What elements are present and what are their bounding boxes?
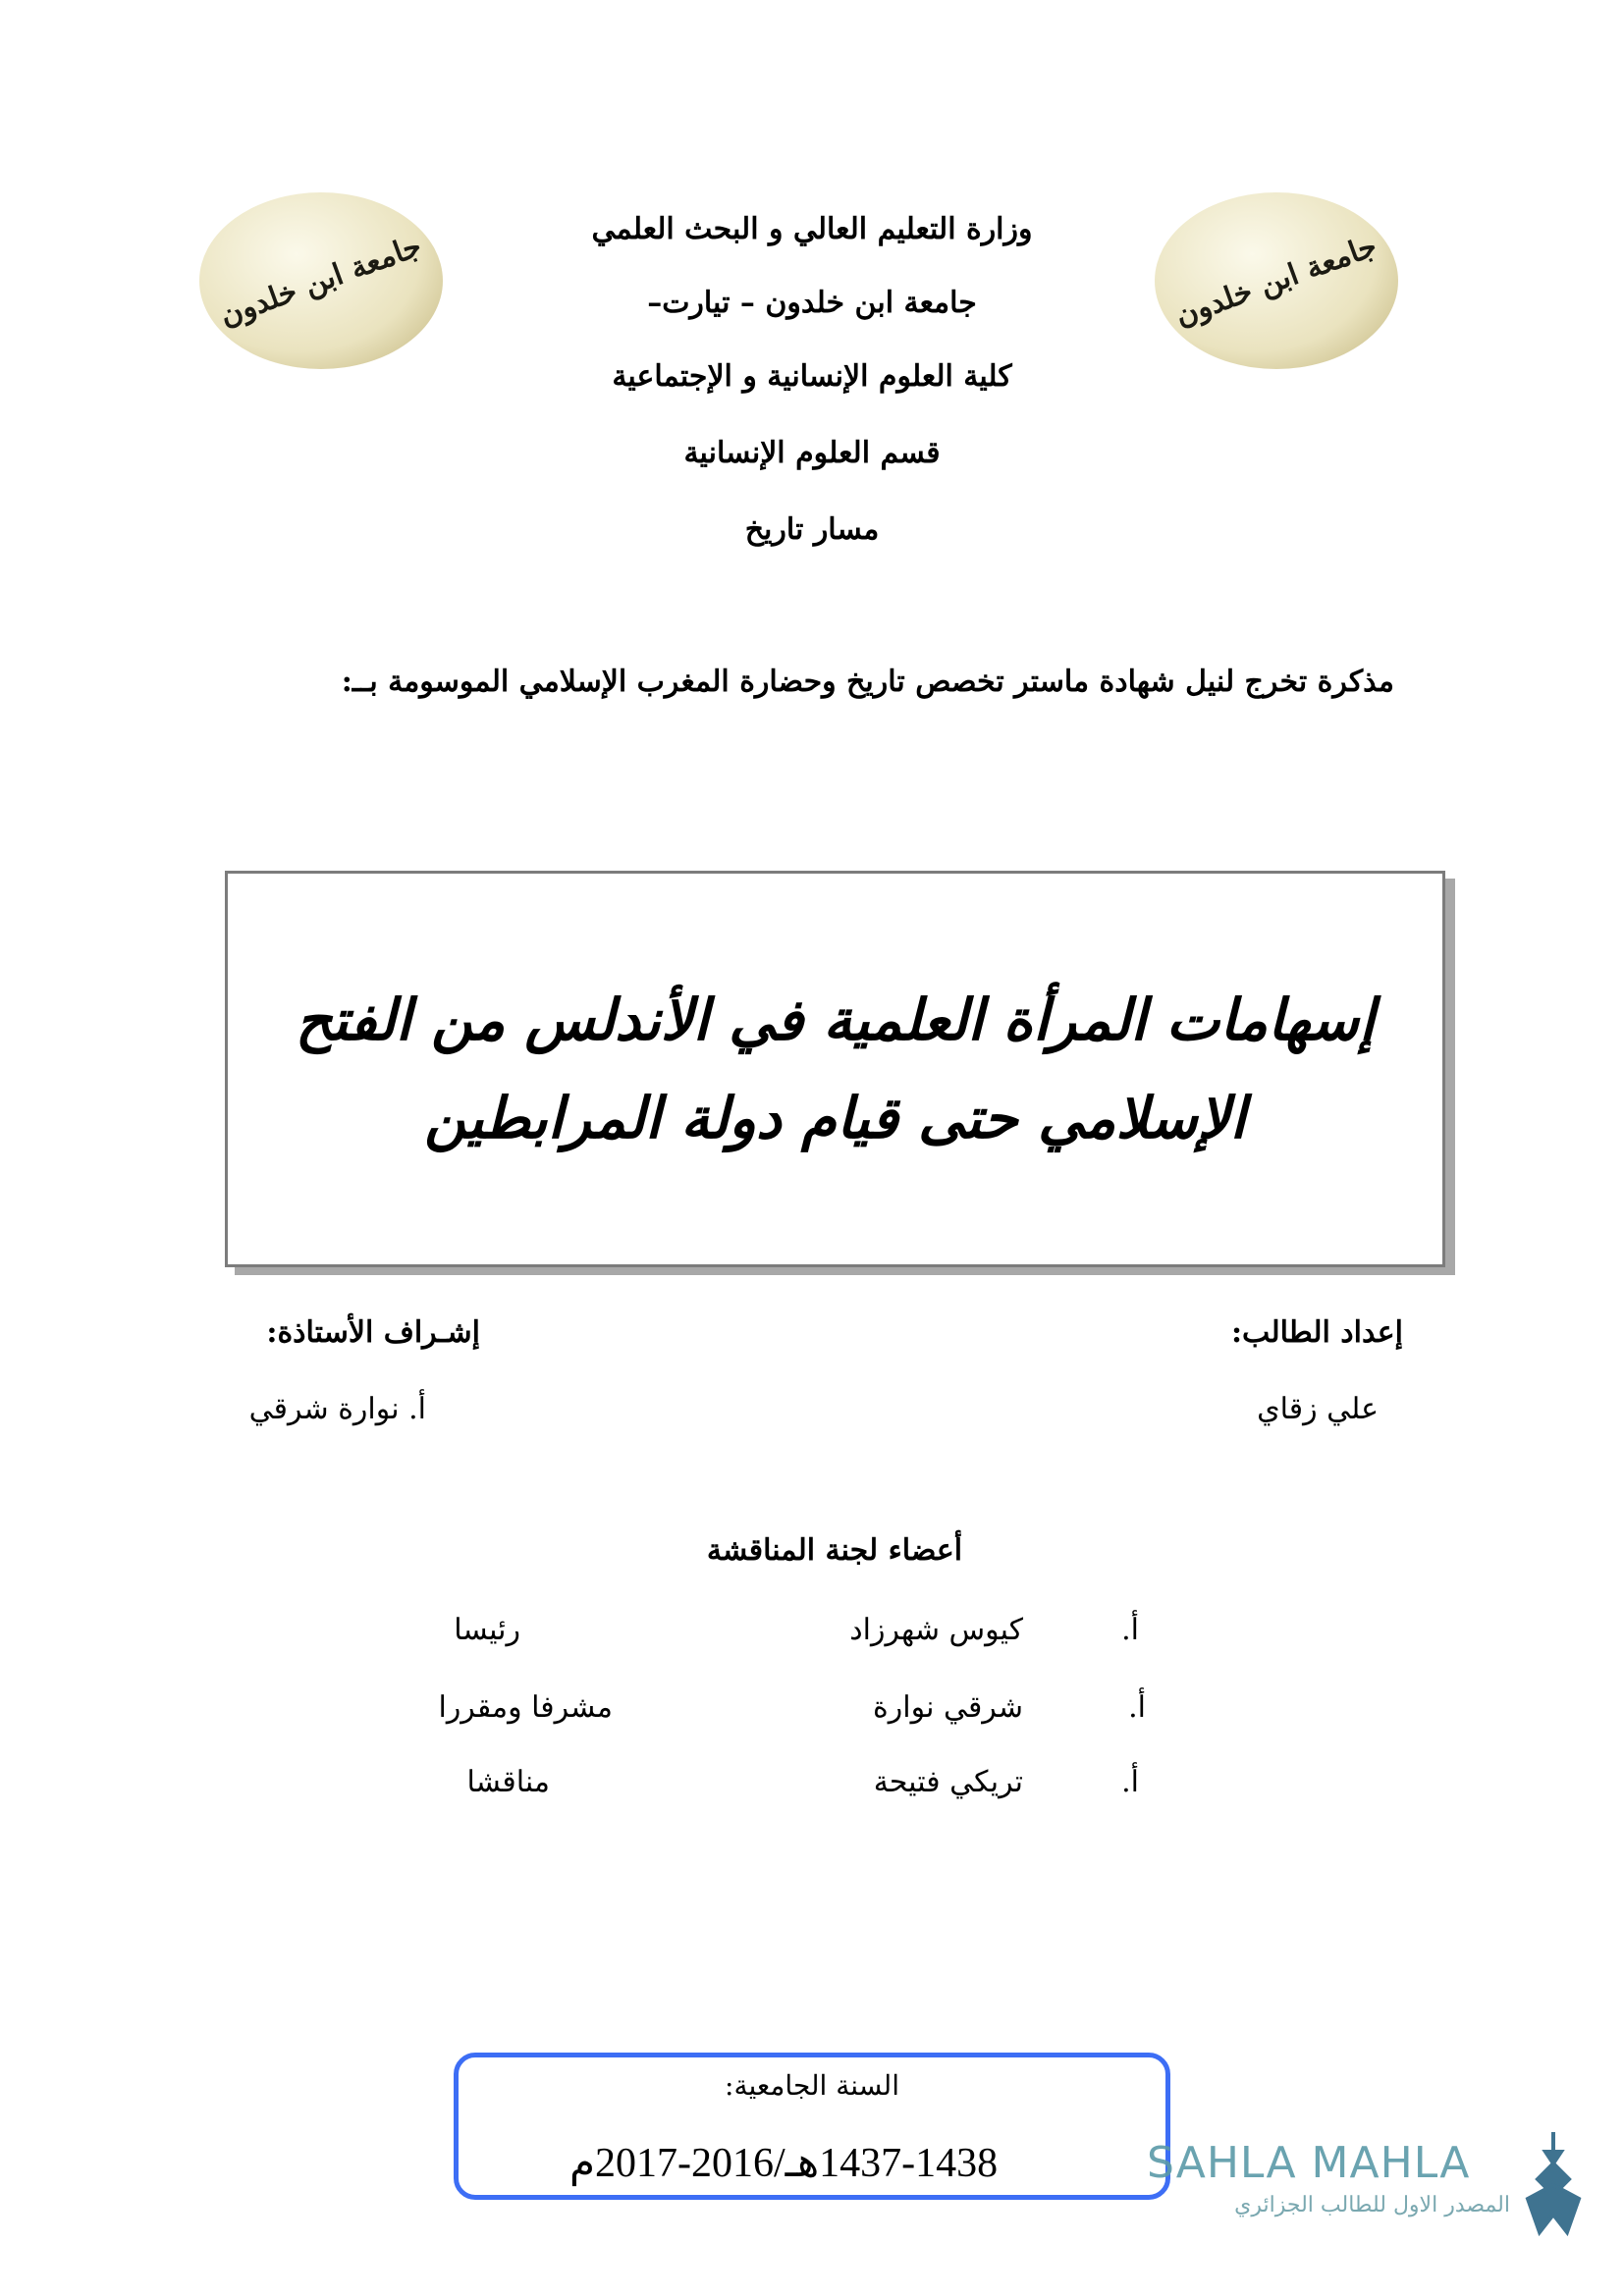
committee-prefix: أ. — [1121, 1613, 1139, 1647]
watermark-emblem-icon — [1518, 2130, 1589, 2238]
university-logo-right: جامعة ابن خلدون — [1155, 192, 1398, 369]
supervisor-label: إشـراف الأستاذة: — [266, 1315, 480, 1350]
thesis-title-box — [225, 871, 1445, 1267]
committee-heading: أعضاء لجنة المناقشة — [706, 1533, 963, 1568]
thesis-title-line-1: إسهامات المرأة العلمية في الأندلس من الفتح — [295, 987, 1376, 1053]
committee-prefix: أ. — [1128, 1690, 1146, 1725]
student-name: علي زقاي — [1257, 1392, 1379, 1426]
watermark-brand: SAHLA MAHLA — [1147, 2138, 1471, 2188]
ministry-line: وزارة التعليم العالي و البحث العلمي — [591, 212, 1033, 246]
committee-name: شرقي نوارة — [873, 1690, 1023, 1725]
thesis-subtitle: مذكرة تخرج لنيل شهادة ماستر تخصص تاريخ وحضارة المغرب الإسلامي الموسومة بــ: — [341, 665, 1394, 699]
academic-year-value: 1437-1438هـ/2016-2017م — [569, 2141, 999, 2186]
committee-role: رئيسا — [454, 1613, 520, 1647]
department-line: قسم العلوم الإنسانية — [683, 436, 941, 470]
watermark-tagline: المصدر الاول للطالب الجزائري — [1234, 2193, 1510, 2217]
track-line: مسار تاريخ — [744, 512, 880, 547]
thesis-title-line-2: الإسلامي حتى قيام دولة المرابطين — [424, 1085, 1246, 1151]
committee-name: تريكي فتيحة — [873, 1765, 1023, 1799]
academic-year-label: السنة الجامعية: — [725, 2069, 899, 2102]
student-label: إعداد الطالب: — [1230, 1315, 1403, 1350]
committee-role: مناقشا — [466, 1765, 550, 1799]
supervisor-name: أ. نوارة شرقي — [248, 1392, 426, 1426]
faculty-line: كلية العلوم الإنسانية و الإجتماعية — [612, 359, 1012, 394]
committee-role: مشرفا ومقررا — [438, 1690, 613, 1725]
university-line: جامعة ابن خلدون – تيارت– — [647, 286, 977, 320]
committee-name: كيوس شهرزاد — [849, 1613, 1023, 1647]
university-logo-left: جامعة ابن خلدون — [199, 192, 443, 369]
sahla-mahla-watermark — [1147, 2138, 1589, 2241]
committee-prefix: أ. — [1121, 1765, 1139, 1799]
